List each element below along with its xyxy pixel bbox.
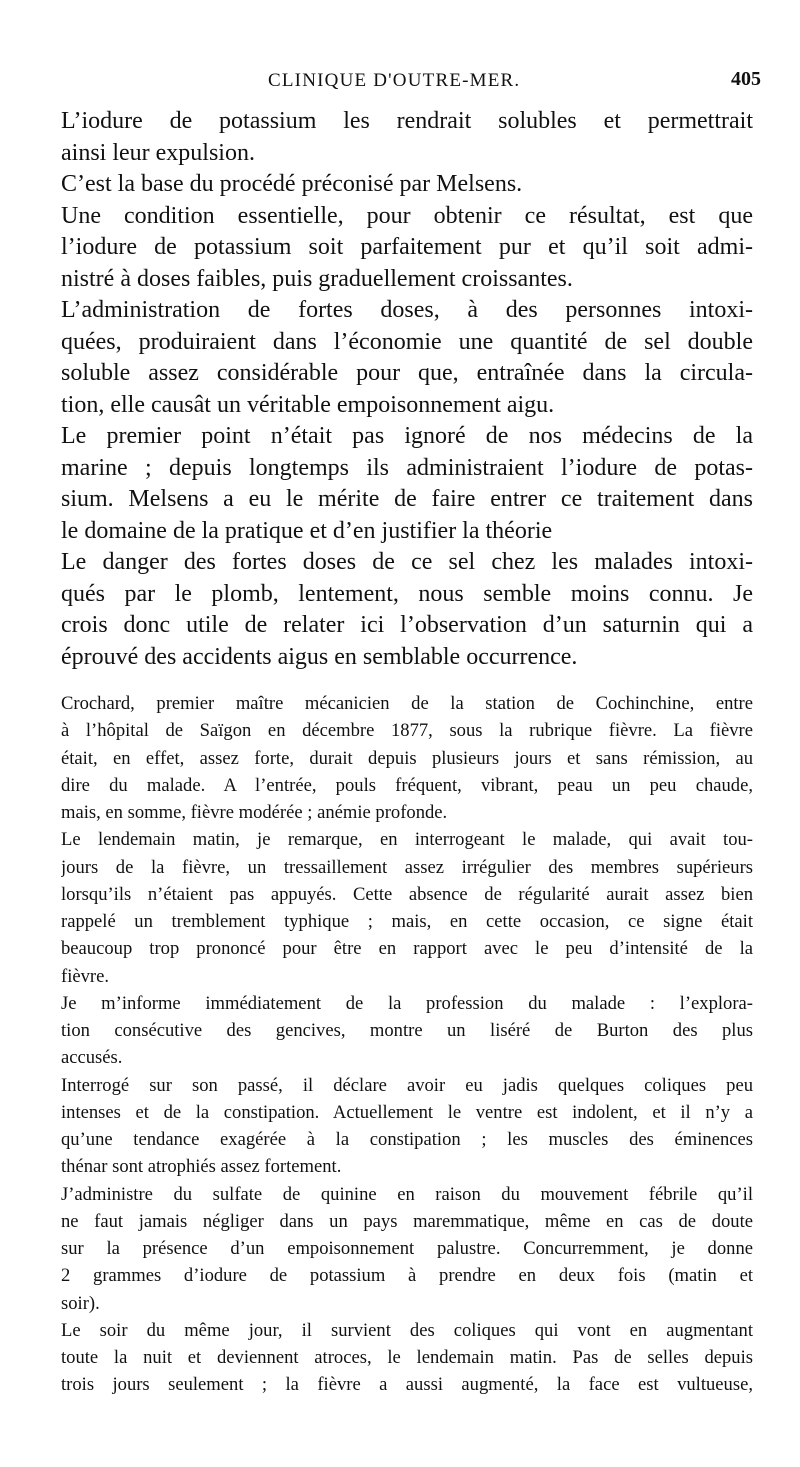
observation-line: soir). [61,1292,100,1314]
observation-line: dire du malade. A l’entrée, pouls fréquent, vibrant, peau un peu chaude, [61,774,753,796]
observation-line: toute la nuit et deviennent atroces, le lendemain matin. Pas de selles depuis [61,1347,753,1368]
observation-line: Interrogé sur son passé, il déclare avoir eu jadis quelques coliques peu [61,1074,753,1096]
main-text-line: ainsi leur expulsion. [61,139,255,166]
main-text-line: C’est la base du procédé préconisé par Melsens. [61,171,523,197]
observation-line: rappelé un tremblement typhique ; mais, en cette occasion, ce signe était [61,911,753,932]
observation-line: ne faut jamais négliger dans un pays maremmatique, même en cas de doute [61,1210,753,1232]
observation-line: 2 grammes d’iodure de potassium à prendre en deux fois (matin et [61,1265,753,1287]
main-text-line: L’administration de fortes doses, à des personnes intoxi- [61,297,753,323]
observation-line: était, en effet, assez forte, durait depuis plusieurs jours et sans rémission, au [61,747,753,769]
page-number: 405 [731,68,761,90]
observation-line: thénar sont atrophiés assez fortement. [61,1156,342,1178]
observation-line: Crochard, premier maître mécanicien de la station de Cochinchine, entre [61,693,753,714]
main-text-line: sium. Melsens a eu le mérite de faire entrer ce traitement dans [61,486,753,512]
observation-text [61,690,753,1399]
main-text-line: marine ; depuis longtemps ils administraient l’iodure de potas- [61,454,753,481]
running-head-title: CLINIQUE D'OUTRE-MER. [268,70,521,91]
observation-line: jours de la fièvre, un tressaillement assez irrégulier des membres supérieurs [61,856,753,878]
main-text-line: Le premier point n’était pas ignoré de nos médecins de la [61,423,753,449]
main-text-line: éprouvé des accidents aigus en semblable occurrence. [61,643,578,670]
observation-line: Le soir du même jour, il survient des coliques qui vont en augmentant [61,1319,753,1341]
main-text-line: soluble assez considérable pour que, entraînée dans la circula- [61,360,753,386]
observation-line: trois jours seulement ; la fièvre a aussi augmenté, la face est vultueuse, [61,1374,753,1396]
main-text-line: l’iodure de potassium soit parfaitement pur et qu’il soit admi- [61,234,753,260]
main-text-line: Le danger des fortes doses de ce sel chez les malades intoxi- [61,549,753,575]
main-text [61,106,753,673]
observation-line: Le lendemain matin, je remarque, en interrogeant le malade, qui avait tou- [61,829,753,851]
observation-line: fièvre. [61,965,110,987]
main-text-line: qués par le plomb, lentement, nous semble moins connu. Je [61,580,753,607]
observation-line: qu’une tendance exagérée à la constipation ; les muscles des éminences [61,1129,753,1150]
observation-line: lorsqu’ils n’étaient pas appuyés. Cette absence de régularité aurait assez bien [61,883,753,905]
main-text-line: Une condition essentielle, pour obtenir ce résultat, est que [61,202,753,229]
observation-line: beaucoup trop prononcé pour être en rapport avec le peu d’intensité de la [61,938,753,960]
main-text-line: nistré à doses faibles, puis graduellement croissantes. [61,265,573,292]
observation-line: Je m’informe immédiatement de la profession du malade : l’explora- [61,992,753,1014]
main-text-line: tion, elle causât un véritable empoisonnement aigu. [61,391,555,418]
main-text-line: crois donc utile de relater ici l’observation d’un saturnin qui a [61,612,753,638]
observation-line: J’administre du sulfate de quinine en raison du mouvement fébrile qu’il [61,1183,753,1205]
observation-line: mais, en somme, fièvre modérée ; anémie profonde. [61,802,448,823]
observation-line: sur la présence d’un empoisonnement palustre. Concurremment, je donne [61,1238,753,1259]
observation-line: accusés. [61,1047,123,1069]
main-text-line: L’iodure de potassium les rendrait solubles et permettrait [61,108,753,134]
observation-line: tion consécutive des gencives, montre un liséré de Burton des plus [61,1020,753,1041]
running-head [0,66,800,96]
observation-line: intenses et de la constipation. Actuellement le ventre est indolent, et il n’y a [61,1101,753,1123]
observation-line: à l’hôpital de Saïgon en décembre 1877, sous la rubrique fièvre. La fièvre [61,720,753,742]
main-text-line: le domaine de la pratique et d’en justifier la théorie [61,517,553,544]
main-text-line: quées, produiraient dans l’économie une quantité de sel double [61,328,753,355]
